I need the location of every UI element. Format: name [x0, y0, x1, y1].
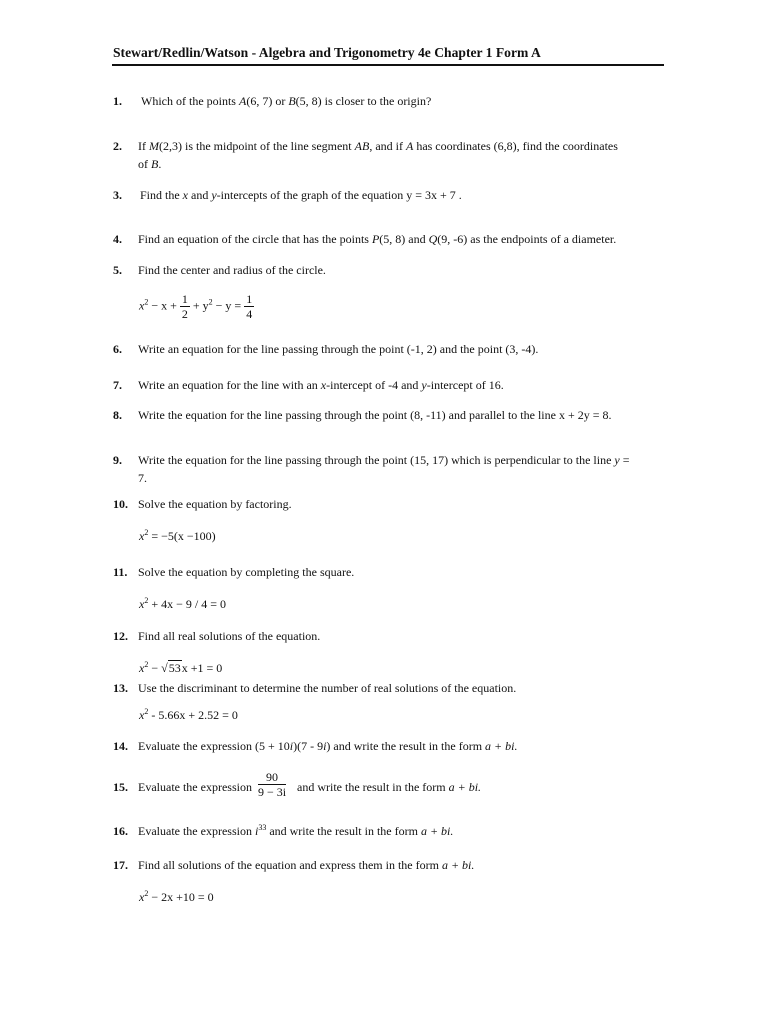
question-number: 5.	[113, 263, 122, 277]
question-text: Solve the equation by completing the square.	[138, 565, 355, 579]
question-number: 15.	[113, 780, 128, 794]
question-number: 14.	[113, 739, 128, 753]
question-number: 16.	[113, 824, 128, 838]
equation-12: $x^2 - √53x +1 = 0$	[139, 660, 223, 675]
question-number: 1.	[113, 94, 122, 108]
question-number: 2.	[113, 139, 122, 153]
question-text: Write the equation for the line passing through the point (8, -11) and parallel to the line x + 2y = 8.	[138, 408, 612, 422]
question-text: Write an equation for the line with an x-intercept of -4 and y-intercept of 16.	[138, 378, 504, 392]
question-number: 17.	[113, 858, 128, 872]
question-number: 4.	[113, 232, 122, 246]
question-number: 7.	[113, 378, 122, 392]
question-15-tail: and write the result in the form a + bi.	[297, 780, 482, 794]
question-number: 12.	[113, 629, 128, 643]
question-number: 6.	[113, 342, 122, 356]
question-text: Which of the points A(6, 7) or B(5, 8) is closer to the origin?	[141, 94, 432, 108]
equation-13: $x^2 - 5.66x + 2.52 = 0$	[139, 707, 238, 722]
question-number: 11.	[113, 565, 128, 579]
question-text: Write an equation for the line passing through the point (-1, 2) and the point (3, -4).	[138, 342, 539, 356]
question-text: Find an equation of the circle that has the points P(5, 8) and Q(9, -6) as the endpoints of a diameter.	[138, 232, 617, 246]
equation-10: $x^2 = -5(x -100)$	[139, 528, 216, 543]
question-text: Evaluate the expression $i^{33}$ and write the result in the form a + bi.	[138, 823, 454, 838]
header-rule	[112, 64, 664, 66]
question-text: If M(2,3) is the midpoint of the line segment AB, and if A has coordinates (6,8), find the coordinates of B.	[138, 139, 618, 171]
equation-17: $x^2 - 2x +10 = 0$	[139, 889, 214, 904]
question-text: Solve the equation by factoring.	[138, 497, 292, 511]
question-number: 9.	[113, 453, 122, 467]
question-text: Evaluate the expression (5 + 10i)(7 - 9i) and write the result in the form a + bi.	[138, 739, 518, 753]
question-number: 8.	[113, 408, 122, 422]
question-number: 3.	[113, 188, 122, 202]
question-text: Write the equation for the line passing through the point (15, 17) which is perpendicular to the line y = 7.	[138, 453, 630, 485]
question-number: 13.	[113, 681, 128, 695]
fraction: $\frac{1}{2}$	[181, 292, 188, 321]
fraction-15: $\frac{90}{9 - 3i}$	[258, 770, 287, 799]
question-number: 10.	[113, 497, 128, 511]
question-text: Use the discriminant to determine the number of real solutions of the equation.	[138, 681, 517, 695]
page-header-title: Stewart/Redlin/Watson - Algebra and Trigonometry 4e Chapter 1 Form A	[113, 45, 541, 60]
question-text: Find the center and radius of the circle.	[138, 263, 326, 277]
question-text: Evaluate the expression	[138, 780, 252, 794]
equation-5: $x^2 - x$ + $\frac{1}{2}$ + $y^2 - y$ = $\frac{1}{4}$	[139, 292, 253, 321]
equation-11: $x^2 + 4x - 9 / 4 = 0$	[139, 596, 226, 611]
question-text: Find all solutions of the equation and express them in the form a + bi.	[138, 858, 475, 872]
fraction: $\frac{1}{4}$	[246, 292, 253, 321]
question-text: Find the x and y-intercepts of the graph of the equation y = 3x + 7 .	[140, 188, 462, 202]
question-text: Find all real solutions of the equation.	[138, 629, 321, 643]
